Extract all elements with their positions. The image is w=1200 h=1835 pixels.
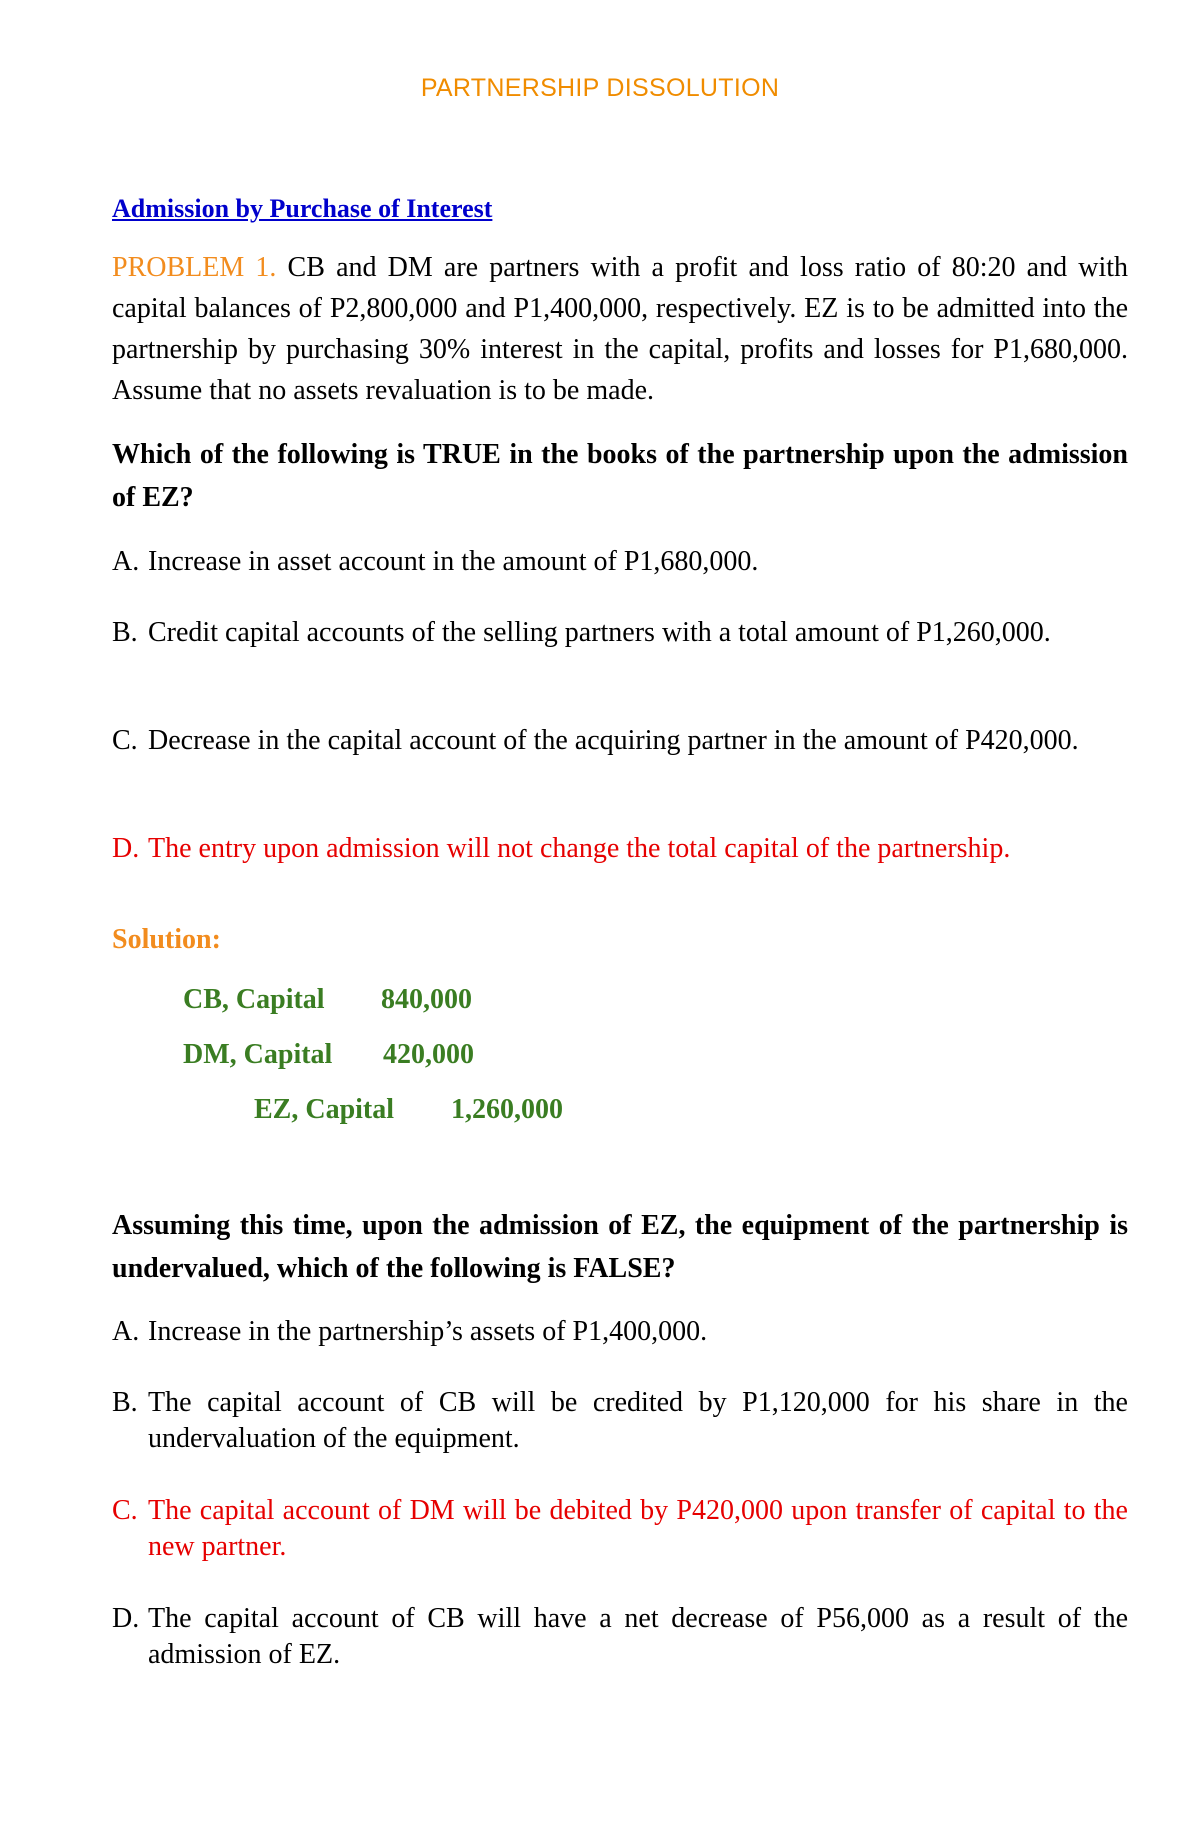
question-2-option-b (112, 1385, 1128, 1457)
entry-amount: 1,260,000 (451, 1094, 563, 1125)
question-2-option-d (112, 1601, 1128, 1673)
entry-account: DM, Capital (183, 1039, 333, 1070)
question-1-option-b (112, 615, 1128, 651)
option-text: Decrease in the capital account of the acquiring partner in the amount of P420,000. (148, 725, 1079, 756)
entry-amount: 420,000 (383, 1039, 474, 1070)
option-letter: C. (112, 725, 138, 756)
option-letter: C. (112, 1495, 138, 1526)
question-1-option-d-answer (112, 831, 1128, 867)
question-2-option-c-answer (112, 1493, 1128, 1565)
entry-amount: 840,000 (381, 984, 472, 1015)
question-1-option-c (112, 723, 1128, 759)
option-letter: A. (112, 546, 140, 577)
journal-entry-debit-dm (183, 1039, 474, 1071)
option-text: The capital account of DM will be debited by P420,000 upon transfer of capital to the new partner. (148, 1495, 1128, 1562)
question-1: Which of the following is TRUE in the books of the partnership upon the admission of EZ? (112, 439, 1128, 513)
option-text: Credit capital accounts of the selling partners with a total amount of P1,260,000. (148, 617, 1051, 648)
option-letter: B. (112, 1387, 138, 1418)
option-letter: D. (112, 1603, 140, 1634)
problem-1-label: PROBLEM 1. (112, 252, 277, 283)
section-heading-link[interactable]: Admission by Purchase of Interest (112, 194, 493, 223)
entry-account: CB, Capital (183, 984, 325, 1015)
option-text: Increase in the partnership’s assets of P1,400,000. (148, 1316, 708, 1347)
option-text: The entry upon admission will not change the total capital of the partnership. (148, 833, 1011, 864)
question-2: Assuming this time, upon the admission of EZ, the equipment of the partnership is undervalued, which of the following is FALSE? (112, 1210, 1128, 1284)
problem-1-text: CB and DM are partners with a profit and loss ratio of 80:20 and with capital balances of P2,800,000 and P1,400,000, respectively. EZ is to be admitted into the partnership by purchasing 30% interest in the capital, profits and losses for P1,680,000. Assume that no assets revaluation is to be made. (112, 252, 1128, 406)
option-letter: D. (112, 833, 140, 864)
journal-entry-credit-ez (254, 1094, 563, 1126)
option-text: The capital account of CB will have a net decrease of P56,000 as a result of the admission of EZ. (148, 1603, 1128, 1670)
document-title: PARTNERSHIP DISSOLUTION (420, 74, 780, 102)
solution-label: Solution: (112, 924, 221, 955)
problem-1-paragraph (112, 247, 1128, 411)
option-text: The capital account of CB will be credited by P1,120,000 for his share in the undervaluation of the equipment. (148, 1387, 1128, 1454)
option-letter: B. (112, 617, 138, 648)
question-1-option-a (112, 544, 1128, 580)
entry-account: EZ, Capital (254, 1094, 395, 1125)
journal-entry-debit-cb (183, 984, 472, 1016)
option-letter: A. (112, 1316, 140, 1347)
question-2-option-a (112, 1314, 1128, 1350)
option-text: Increase in asset account in the amount of P1,680,000. (148, 546, 759, 577)
